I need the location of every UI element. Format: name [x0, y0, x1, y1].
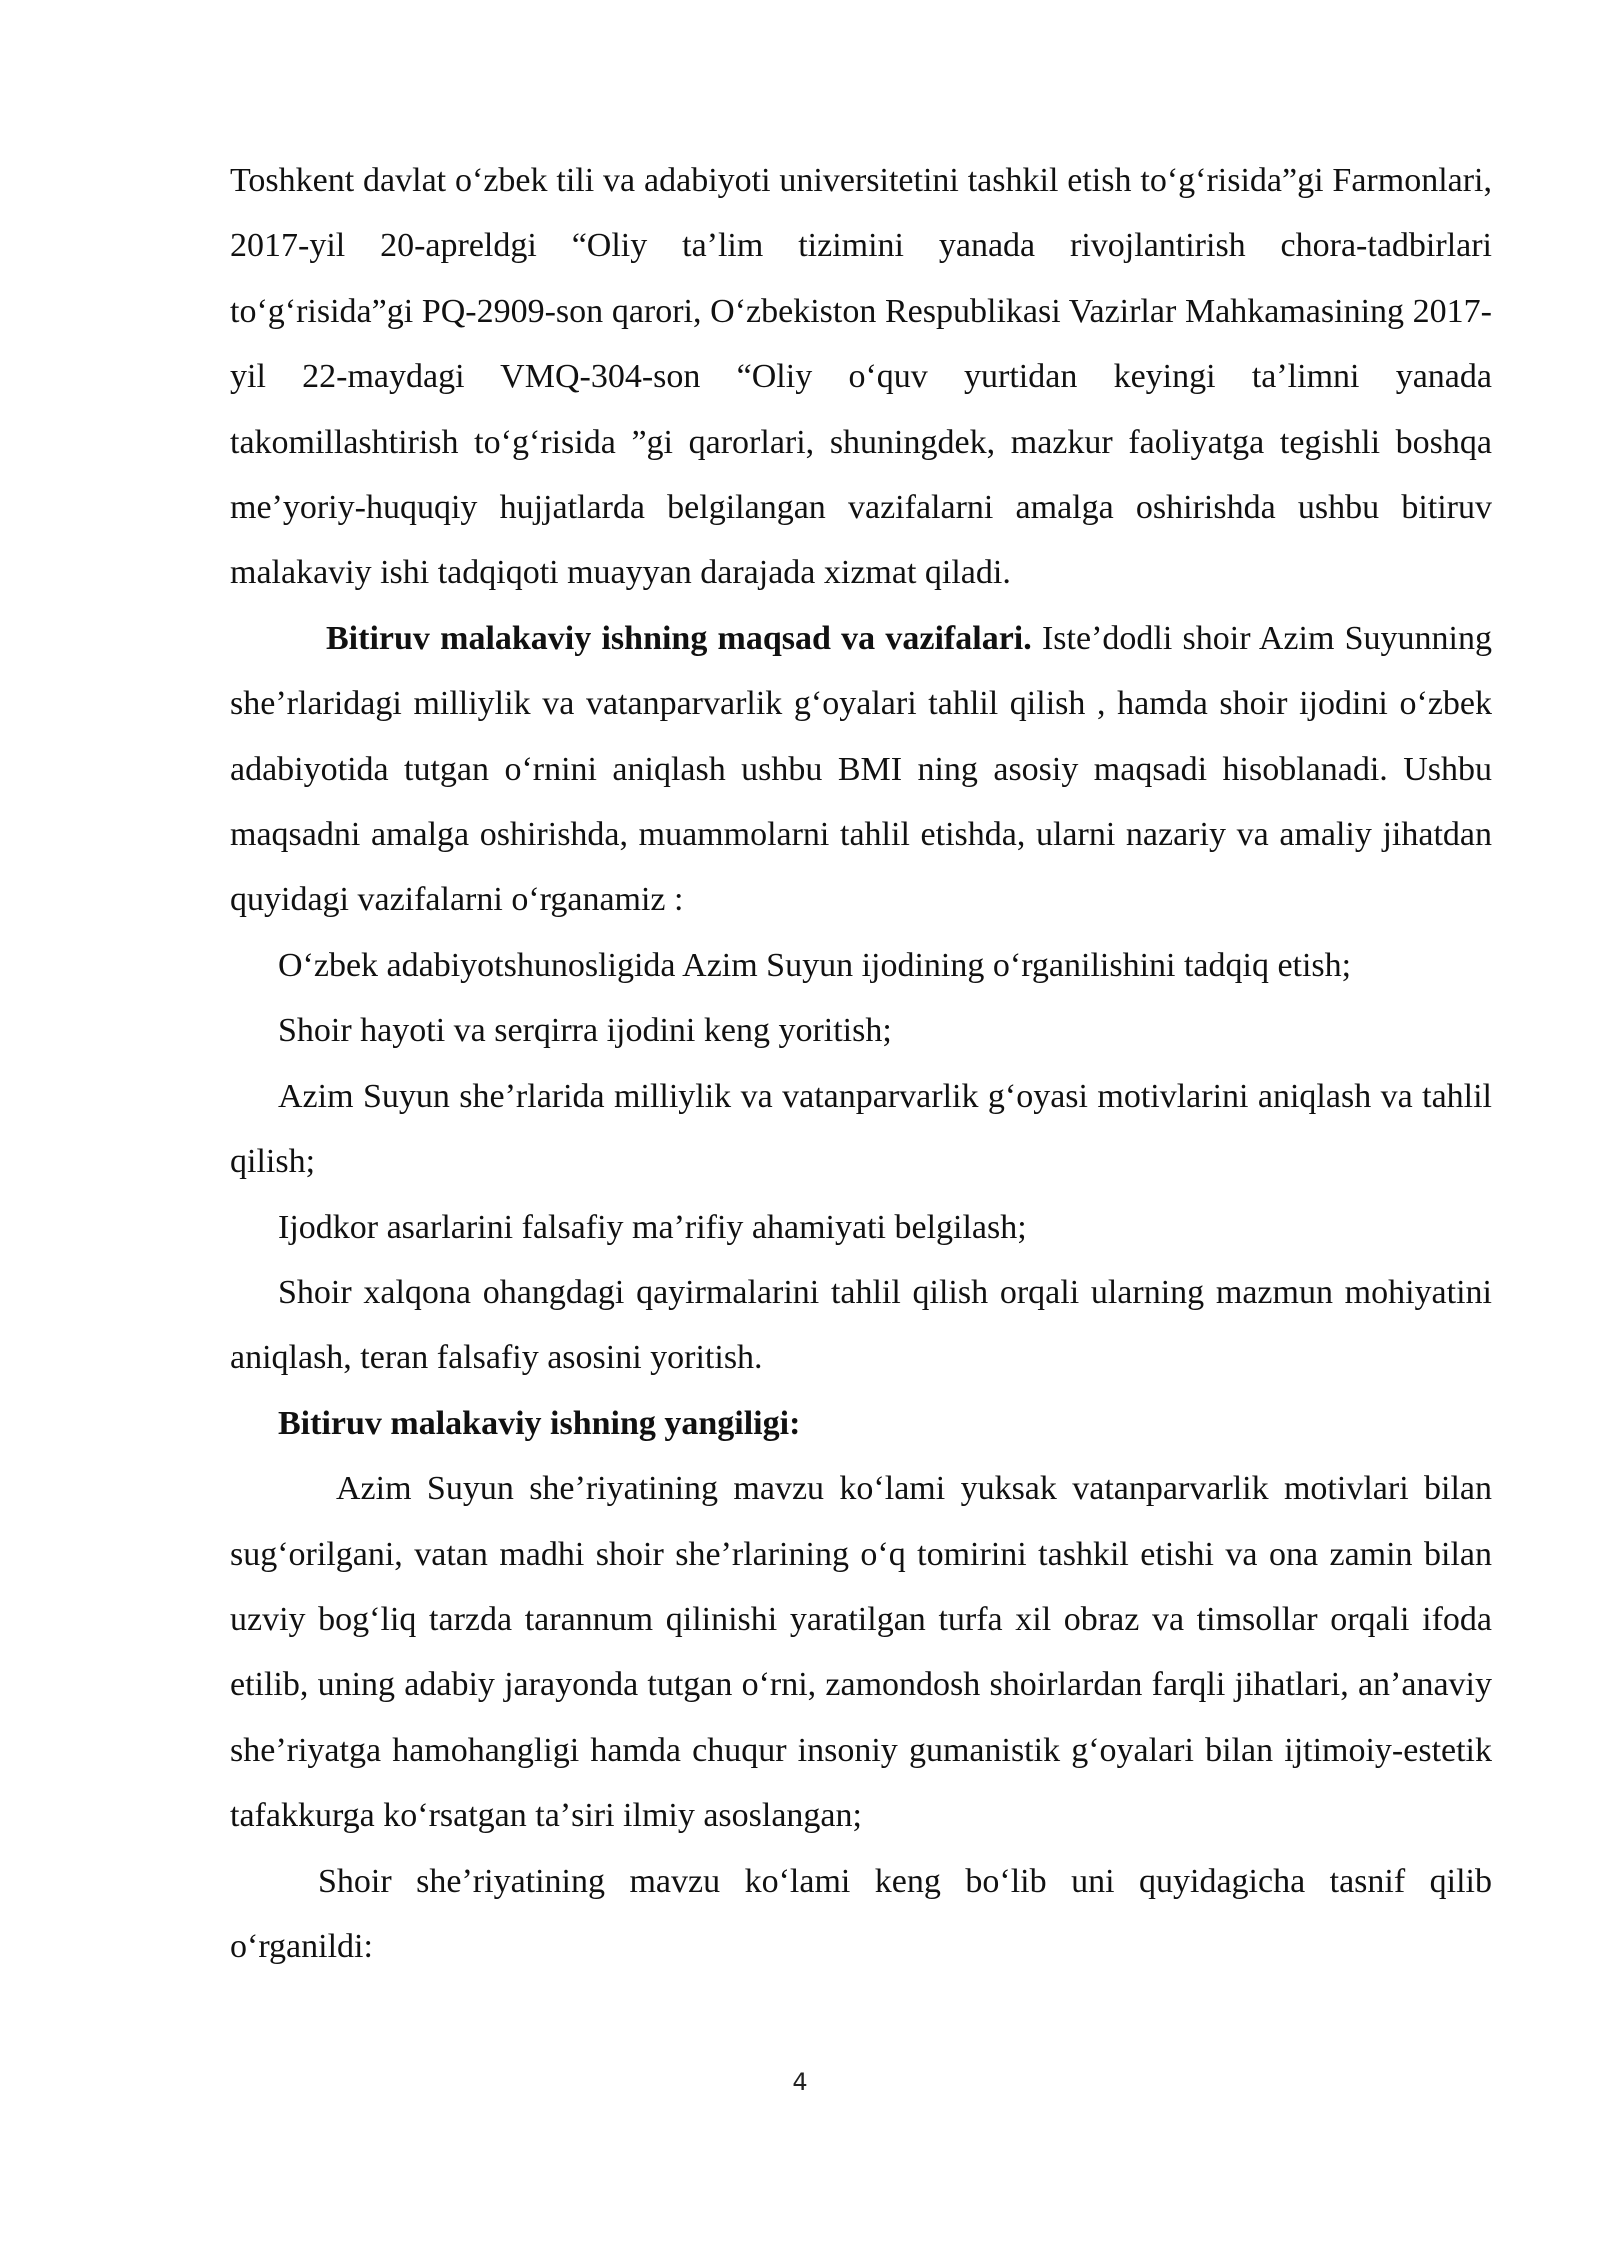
intro-paragraph: Toshkent davlat oʻzbek tili va adabiyoti universitetini tashkil etish toʻgʻrisida”gi Farmonlari, 2017-yil 20-apreldgi “Oliy taʼlim tizimini yanada rivojlantirish chora-tadbirlari toʻgʻrisida”gi PQ-2909-son qarori, Oʻzbekiston Respublikasi Vazirlar Mahkamasining 2017-yil 22-maydagi VMQ-304-son “Oliy oʻquv yurtidan keyingi taʼlimni yanada takomillashtirish toʻgʻrisida ”gi qarorlari, shuningdek, mazkur faoliyatga tegishli boshqa meʼyoriy-huquqiy hujjatlarda belgilangan vazifalarni amalga oshirishda ushbu bitiruv malakaviy ishi tadqiqoti muayyan darajada xizmat qiladi.: [230, 162, 1492, 592]
task-item: Ijodkor asarlarini falsafiy maʼrifiy ahamiyati belgilash;: [278, 1208, 1027, 1246]
novelty-heading: Bitiruv malakaviy ishning yangiligi:: [278, 1404, 801, 1442]
document-page: [230, 148, 1492, 1979]
goals-paragraph: [230, 606, 1492, 933]
task-item: Oʻzbek adabiyotshunosligida Azim Suyun ijodining oʻrganilishini tadqiq etish;: [278, 946, 1352, 984]
goals-text: Isteʼdodli shoir Azim Suyunning sheʼrlaridagi milliylik va vatanparvarlik gʻoyalari tahlil qilish , hamda shoir ijodini oʻzbek adabiyotida tutgan oʻrnini aniqlash ushbu BMI ning asosiy maqsadi hisoblanadi. Ushbu maqsadni amalga oshirishda, muammolarni tahlil etishda, ularni nazariy va amaliy jihatdan quyidagi vazifalarni oʻrganamiz :: [230, 619, 1492, 919]
page-number: 4: [792, 2068, 808, 2096]
task-item: Shoir xalqona ohangdagi qayirmalarini tahlil qilish orqali ularning mazmun mohiyatini aniqlash, teran falsafiy asosini yoritish.: [230, 1273, 1492, 1377]
task-item: Shoir hayoti va serqirra ijodini keng yoritish;: [278, 1012, 892, 1050]
goals-heading: Bitiruv malakaviy ishning maqsad va vazifalari.: [326, 619, 1032, 657]
novelty-paragraph: Azim Suyun sheʼriyatining mavzu koʻlami yuksak vatanparvarlik motivlari bilan sugʻorilgani, vatan madhi shoir sheʼrlarining oʻq tomirini tashkil etishi va ona zamin bilan uzviy bogʻliq tarzda tarannum qilinishi yaratilgan turfa xil obraz va timsollar orqali ifoda etilib, uning adabiy jarayonda tutgan oʻrni, zamondosh shoirlardan farqli jihatlari, anʼanaviy sheʼriyatga hamohangligi hamda chuqur insoniy gumanistik gʻoyalari bilan ijtimoiy-estetik tafakkurga koʻrsatgan taʼsiri ilmiy asoslangan;: [230, 1470, 1492, 1835]
task-item: Azim Suyun sheʼrlarida milliylik va vatanparvarlik gʻoyasi motivlarini aniqlash va tahlil qilish;: [230, 1077, 1492, 1181]
classification-paragraph: Shoir sheʼriyatining mavzu koʻlami keng boʻlib uni quyidagicha tasnif qilib oʻrganildi:: [230, 1862, 1492, 1965]
